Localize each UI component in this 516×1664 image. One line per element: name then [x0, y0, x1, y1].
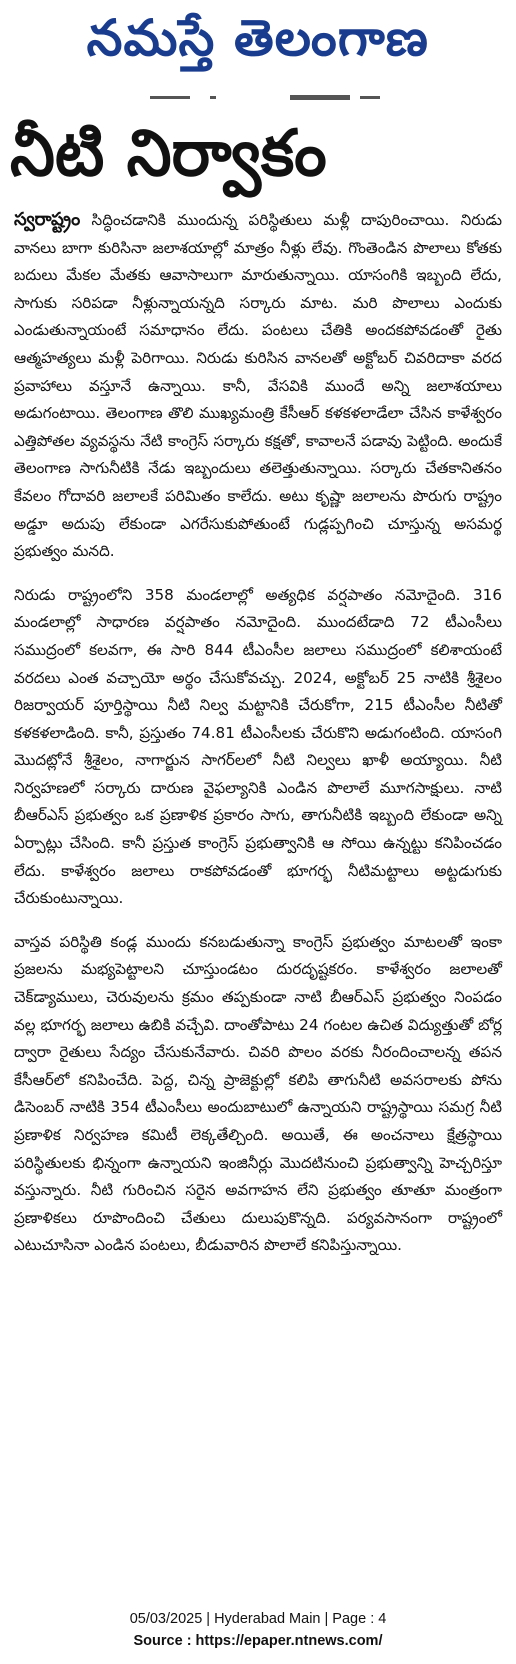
- source-link[interactable]: Source : https://epaper.ntnews.com/: [133, 1633, 383, 1649]
- paragraph-text: సిద్ధించడానికి ముందున్న పరిస్థితులు మళ్లీ దాపురించాయి. నిరుడు వానలు బాగా కురిసినా జలాశయాల్లో మాత్రం నీళ్లు లేవు. గొంతెండిన పొలాలు కోతకు బదులు మేకల మేతకు ఆవాసాలుగా మారుతున్నాయి. యాసంగికి ఇబ్బంది లేదు, సాగుకు సరిపడా నీళ్లున్నాయన్నది సర్కారు మాట. మరి పొలాలు ఎందుకు ఎండుతున్నాయంటే సమాధానం లేదు. పంటలు చేతికి అందకపోవడంతో రైతు ఆత్మహత్యలు మళ్లీ పెరిగాయి. నిరుడు కురిసిన వానలతో అక్టోబర్ చివరిదాకా వరద ప్రవాహాలు వస్తూనే ఉన్నాయి. కానీ, వేసవికి ముందే అన్ని జలాశయాలు అడుగంటాయి. తెలంగాణ తొలి ముఖ్యమంత్రి కేసీఆర్ కళకళలాడేలా చేసిన కాళేశ్వరం ఎత్తిపోతల వ్యవస్థను నేటి కాంగ్రెస్ సర్కారు కక్షతో, కావాలనే పడావు పెట్టింది. అందుకే తెలంగాణ సాగునీటికి నేడు ఇబ్బందులు తలెత్తుతున్నాయి. సర్కారు చేతకానితనం కేవలం గోదావరి జలాలకే పరిమితం కాలేదు. అటు కృష్ణా జలాలను పొరుగు రాష్ట్రం అడ్డూ అదుపు లేకుండా ఎగరేసుకుపోతుంటే గుడ్లప్పగించి చూస్తున్న అసమర్థ ప్రభుత్వం మనది.: [14, 211, 502, 561]
- separator-strip: [150, 92, 380, 106]
- article-paragraph: వాస్తవ పరిస్థితి కండ్ల ముందు కనబడుతున్నా కాంగ్రెస్ ప్రభుత్వం మాటలతో ఇంకా ప్రజలను మభ్యపెట్టాలని చూస్తుండటం దురదృష్టకరం. కాళేశ్వరం జలాలతో చెక్‌డ్యాములు, చెరువులను క్రమం తప్పకుండా నాటి బీఆర్‌ఎస్ ప్రభుత్వం నింపడం వల్ల భూగర్భ జలాలు ఉబికి వచ్చేవి. దాంతోపాటు 24 గంటల ఉచిత విద్యుత్తుతో బోర్ల ద్వారా రైతులు సేద్యం చేసుకునేవారు. చివరి పొలం వరకు నీరందించాలన్న తపన కేసీఆర్‌లో కనిపించేది. పెద్ద, చిన్న ప్రాజెక్టుల్లో కలిపి తాగునీటి అవసరాలకు పోను డిసెంబర్ నాటికి 354 టీఎంసీలు అందుబాటులో ఉన్నాయని రాష్ట్రస్థాయి సమగ్ర నీటి ప్రణాళిక నిర్వహణ కమిటీ లెక్కతేల్చింది. అయితే, ఈ అంచనాలు క్షేత్రస్థాయి పరిస్థితులకు భిన్నంగా ఉన్నాయని ఇంజినీర్లు మొదటినుంచి ప్రభుత్వాన్ని హెచ్చరిస్తూ వస్తున్నారు. నీటి గురించిన సరైన అవగాహన లేని ప్రభుత్వం తూతూ మంత్రంగా ప్రణాళికలు రూపొందించి చేతులు దులుపుకొన్నది. పర్యవసానంగా రాష్ట్రంలో ఎటుచూసినా ఎండిన పంటలు, బీడువారిన పొలాలే కనిపిస్తున్నాయి.: [14, 932, 502, 1255]
- article-body: [14, 206, 502, 1260]
- edition-info: 05/03/2025 | Hyderabad Main | Page : 4: [129, 1611, 387, 1627]
- masthead: [0, 0, 516, 88]
- article-paragraph: నిరుడు రాష్ట్రంలోని 358 మండలాల్లో అత్యధిక వర్షపాతం నమోదైంది. 316 మండలాల్లో సాధారణ వర్షపాతం నమోదైంది. ముందటేడాది 72 టీఎంసీలు సముద్రంలో కలవగా, ఈ సారి 844 టీఎంసీల జలాలు సముద్రంలో కలిశాయంటే వరదలు ఎంత వచ్చాయో అర్థం చేసుకోవచ్చు. 2024, అక్టోబర్ 25 నాటికి శ్రీశైలం రిజర్వాయర్ పూర్తిస్థాయి నీటి నిల్వ మట్టానికి చేరుకోగా, 215 టీఎంసీల నీటితో కళకళలాడింది. కానీ, ప్రస్తుతం 74.81 టీఎంసీలకు చేరుకొని అడుగంటింది. యాసంగి మొదట్లోనే శ్రీశైలం, నాగార్జున సాగర్‌లలో నీటి నిల్వలు ఖాళీ అయ్యాయి. నీటి నిర్వహణలో సర్కారు దారుణ వైఫల్యానికి ఎండిన పొలాలే మూగసాక్షులు. నాటి బీఆర్‌ఎస్ ప్రభుత్వం ఒక ప్రణాళిక ప్రకారం సాగు, తాగునీటికి ఇబ్బంది లేకుండా అన్ని ఏర్పాట్లు చేసింది. కానీ ప్రస్తుత కాంగ్రెస్ ప్రభుత్వానికి ఆ సోయి ఉన్నట్టు కనిపించడం లేదు. కాళేశ్వరం జలాలు రాకపోవడంతో భూగర్భ నీటిమట్టాలు అట్టడుగుకు చేరుకుంటున్నాయి.: [14, 585, 502, 908]
- page-footer: [0, 1608, 516, 1652]
- article-kicker: స్వరాష్ట్రం: [14, 209, 81, 230]
- article-paragraph: [14, 206, 502, 566]
- article-headline: నీటి నిర్వాకం: [10, 117, 327, 191]
- masthead-logo: నమస్తే తెలంగాణ: [86, 8, 430, 67]
